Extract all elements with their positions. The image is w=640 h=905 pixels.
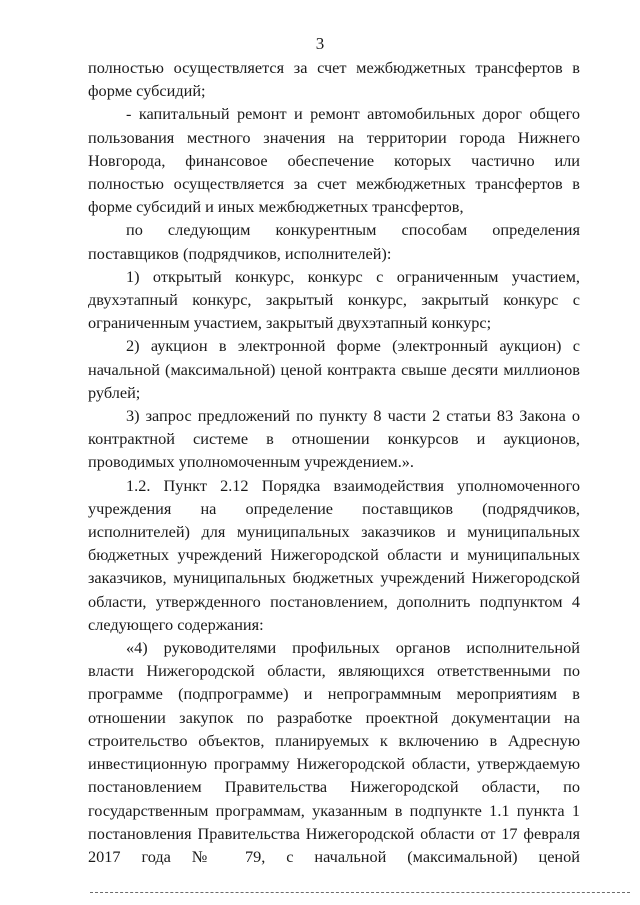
scan-edge-line — [90, 892, 630, 893]
page-number: 3 — [315, 34, 325, 53]
document-body — [88, 56, 580, 868]
paragraph-road-repair: - капитальный ремонт и ремонт автомобильных дорог общего пользования местного значения на территории города Нижнего Новгорода, финансовое обеспечение которых частично или полностью осуществляется за счет межбюджетных трансфертов в форме субсидий и иных межбюджетных трансфертов, — [88, 104, 580, 217]
paragraph-item-1: 1) открытый конкурс, конкурс с ограниченным участием, двухэтапный конкурс, закрытый конкурс, закрытый конкурс с ограниченным участием, закрытый двухэтапный конкурс; — [88, 266, 580, 333]
paragraph-section-1-2: 1.2. Пункт 2.12 Порядка взаимодействия уполномоченного учреждения на определение поставщиков (подрядчиков, исполнителей) для муниципальных заказчиков и муниципальных бюджетных учреждений Нижегородской области и муниципальных заказчиков, муниципальных бюджетных учреждений Нижегородской области, утвержденного постановлением, дополнить подпунктом 4 следующего содержания: — [88, 475, 580, 634]
paragraph-subitem-4: «4) руководителями профильных органов исполнительной власти Нижегородской области, являющихся ответственными по программе (подпрограмме) и непрограммным мероприятиям в отношении закупок по разработке проектной документации на строительство объектов, планируемых к включению в Адресную инвестиционную программу Нижегородской области, утверждаемую постановлением Правительства Нижегородской области, по государственным программам, указанным в подпункте 1.1 пункта 1 постановления Правительства Нижегородской области от 17 февраля 2017 года № 79, с начальной (максимальной) ценой — [88, 638, 580, 866]
paragraph-item-2: 2) аукцион в электронной форме (электронный аукцион) с начальной (максимальной) ценой контракта свыше десяти миллионов рублей; — [88, 336, 580, 402]
paragraph-procurement-methods: по следующим конкурентным способам определения поставщиков (подрядчиков, исполнителей): — [88, 220, 580, 263]
paragraph-continuation: полностью осуществляется за счет межбюджетных трансфертов в форме субсидий; — [88, 58, 580, 101]
paragraph-item-3: 3) запрос предложений по пункту 8 части 2 статьи 83 Закона о контрактной системе в отношении конкурсов и аукционов, проводимых уполномоченным учреждением.». — [88, 406, 580, 472]
